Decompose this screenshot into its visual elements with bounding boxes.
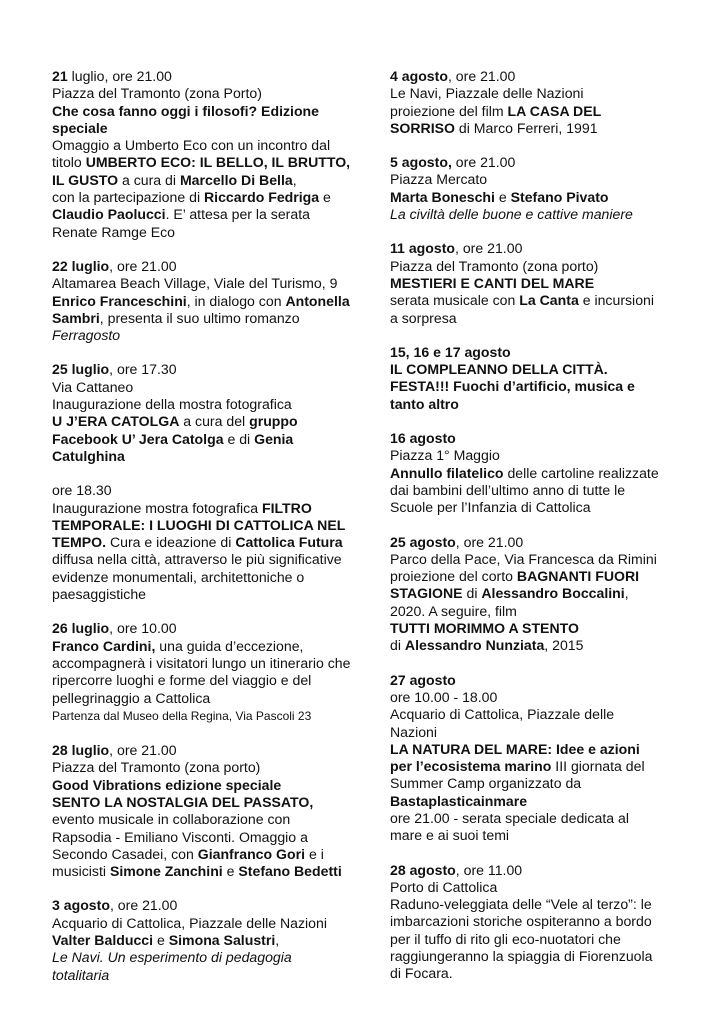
text-segment: e i [305,845,324,862]
text-segment: proiezione del corto [390,568,517,585]
text-segment: una guida d’eccezione, [155,637,304,654]
italic-text: La civiltà delle buone e cattive maniere [390,206,633,223]
text-segment: con la partecipazione di [52,189,204,206]
event-line [390,603,680,620]
bold-text: 27 agosto [390,671,456,688]
text-segment: dai bambini dell’ultimo anno di tutte le [390,481,626,498]
event-line [52,413,370,430]
text-segment: e di [223,430,255,447]
bold-text: Valter Balducci [52,932,154,949]
bold-text: Facebook U’ Jera Catolga [52,430,224,447]
bold-text: La Canta [519,292,579,309]
event-line [390,827,680,844]
bold-text: 28 luglio [52,742,110,759]
event-line [390,482,680,499]
event-line [52,361,370,378]
event-line [52,310,370,327]
event-entry [52,897,370,983]
bold-text: U J’ERA CATOLGA [52,413,180,430]
text-segment: paesaggistiche [52,586,147,603]
event-line [52,846,370,863]
event-line [390,378,680,395]
text-segment: III giornata del [551,758,645,775]
text-segment: ore 21.00 [451,154,516,171]
event-entry [52,482,370,603]
event-line [390,637,680,654]
bold-text: TEMPORALE: I LUOGHI DI CATTOLICA NEL [52,516,346,533]
text-segment: luglio, ore 21.00 [67,68,172,84]
event-line [390,793,680,810]
text-segment: . E’ attesa per la serata [165,206,310,223]
text-segment: di [390,637,405,654]
bold-text: Simone Zanchini [109,863,223,880]
event-line [390,447,680,464]
text-segment: , ore 11.00 [455,861,523,878]
bold-text: TUTTI MORIMMO A STENTO [390,620,579,637]
event-line [390,965,680,982]
event-line [390,310,680,327]
event-line [390,810,680,827]
event-line [52,120,370,137]
text-segment: di [462,585,482,602]
bold-text: FILTRO [261,499,312,516]
event-line [390,879,680,896]
event-entry [52,620,370,725]
bold-text: Cattolica Futura [235,534,343,551]
text-segment: , ore 21.00 [455,240,523,257]
event-line [52,224,370,241]
event-line [390,68,680,85]
bold-text: LA NATURA DEL MARE: Idee e azioni [390,740,640,757]
text-segment: 2020. A seguire, film [390,602,517,619]
bold-text: Genia [254,430,294,447]
text-segment: titolo [52,154,86,171]
event-entry [390,430,680,516]
text-segment: e [319,189,331,206]
event-line [52,586,370,603]
text-segment: Via Cattaneo [52,378,134,395]
text-segment: mare e ai suoi temi [390,827,510,844]
left-column [52,68,370,1001]
text-segment: di Focara. [390,965,453,982]
bold-text: speciale [52,119,108,136]
text-segment: Omaggio a Umberto Eco con un incontro dal [52,137,331,154]
event-line [52,172,370,189]
text-segment: , [292,171,297,188]
event-line [52,569,370,586]
text-segment: delle cartoline realizzate [503,464,659,481]
bold-text: Gianfranco Gori [197,845,306,862]
event-line [390,206,680,223]
event-line [390,499,680,516]
text-segment: , ore 21.00 [455,533,524,550]
event-line [52,794,370,811]
event-entry [390,862,680,983]
text-segment: , ore 21.00 [109,742,177,759]
text-segment: a cura di [118,171,180,188]
bold-text: STAGIONE [390,585,463,602]
event-line [52,690,370,707]
event-entry [390,68,680,137]
text-segment: ore 10.00 - 18.00 [390,688,498,705]
bold-text: UMBERTO ECO: IL BELLO, IL BRUTTO, [85,154,351,171]
text-segment: , 2015 [544,637,584,654]
event-line [52,638,370,655]
text-segment: ripercorre luoghi e forme del viaggio e del [52,672,312,689]
text-segment: , in dialogo con [186,292,286,309]
event-entry [390,534,680,655]
event-line [52,189,370,206]
event-line [52,85,370,102]
text-segment: , ore 17.30 [109,361,177,378]
event-line [390,361,680,378]
text-segment: Raduno-veleggiata delle “Vele al terzo”: le [390,896,652,913]
text-segment: proiezione del film [390,102,508,119]
text-segment: Acquario di Cattolica, Piazzale delle [390,706,615,723]
italic-text: Ferragosto [52,327,121,344]
event-line [52,431,370,448]
event-line [52,500,370,517]
event-line [390,292,680,309]
event-line [52,551,370,568]
bold-text: Stefano Bedetti [238,863,342,880]
text-segment: Porto di Cattolica [390,878,498,895]
bold-text: Marta Boneschi [390,188,495,205]
event-entry [390,240,680,326]
event-line [390,568,680,585]
event-line [52,672,370,689]
text-segment: e [153,932,169,949]
text-segment: Piazza Mercato [390,171,488,188]
event-line [52,293,370,310]
text-segment: musicisti [52,863,110,880]
text-segment: pellegrinaggio a Cattolica [52,689,211,706]
italic-text: totalitaria [52,966,110,983]
text-segment: Summer Camp organizzato da [390,775,582,792]
event-entry [52,258,370,344]
bold-text: Sambri [52,309,100,326]
event-line [390,896,680,913]
bold-text: MESTIERI E CANTI DEL MARE [390,274,595,291]
event-line [52,620,370,637]
bold-text: IL COMPLEANNO DELLA CITTÀ. [390,361,608,378]
bold-text: TEMPO. [52,534,107,551]
text-segment: e [222,863,239,880]
event-line [390,672,680,689]
event-line [52,275,370,292]
text-segment: Inaugurazione della mostra fotografica [52,396,292,413]
event-line [390,171,680,188]
event-line [52,448,370,465]
bold-text: Stefano Pivato [510,188,609,205]
event-line [390,758,680,775]
event-line [390,741,680,758]
bold-text: Alessandro Nunziata [404,637,545,654]
text-segment: a cura del [179,413,250,430]
event-line [390,154,680,171]
event-entry [390,344,680,413]
text-segment: , [275,932,280,949]
bold-text: Enrico Franceschini [52,292,187,309]
event-line [52,707,370,725]
event-entry [390,154,680,223]
text-segment: ore 18.30 [52,482,112,499]
event-line [390,585,680,602]
italic-text: Le Navi. Un esperimento di pedagogia [52,949,292,966]
bold-text: Catulghina [52,447,125,464]
event-line [52,258,370,275]
event-line [52,379,370,396]
bold-text: 3 agosto [52,897,110,914]
text-segment: , [624,585,629,602]
bold-text: IL GUSTO [52,171,119,188]
text-segment: , ore 21.00 [109,257,177,274]
text-segment: Secondo Casadei, con [52,845,198,862]
event-line [390,534,680,551]
bold-text: FESTA!!! Fuochi d’artificio, musica e [390,378,635,395]
event-line [52,759,370,776]
event-line [390,396,680,413]
event-line [52,206,370,223]
event-entry [52,68,370,241]
text-segment: Cura e ideazione di [106,534,236,551]
text-segment: Renate Ramge Eco [52,223,175,240]
event-line [390,689,680,706]
bold-text: Marcello Di Bella [179,171,293,188]
event-line [390,85,680,102]
event-line [52,396,370,413]
event-line [390,931,680,948]
event-line [52,482,370,499]
text-segment: a sorpresa [390,309,457,326]
bold-text: 26 luglio [52,620,110,637]
event-line [52,103,370,120]
text-segment: diffusa nella città, attraverso le più significative [52,551,342,568]
bold-text: Riccardo Fedriga [204,189,320,206]
bold-text: SENTO LA NOSTALGIA DEL PASSATO, [52,793,314,810]
event-line [390,724,680,741]
event-line [390,706,680,723]
event-line [52,932,370,949]
text-segment: Acquario di Cattolica, Piazzale delle Nazioni [52,914,327,931]
text-segment: ore 21.00 - serata speciale dedicata al [390,809,629,826]
text-segment: Inaugurazione mostra fotografica [52,499,262,516]
text-segment: imbarcazioni storiche ospiteranno a bordo [390,913,652,930]
event-line [52,915,370,932]
text-segment: , presenta il suo ultimo romanzo [99,309,300,326]
event-line [52,534,370,551]
event-entry [390,672,680,845]
text-segment: Piazza del Tramonto (zona Porto) [52,85,262,102]
bold-text: BAGNANTI FUORI [516,568,640,585]
bold-text: 5 agosto, [390,154,452,171]
text-segment: Parco della Pace, Via Francesca da Rimini [390,550,657,567]
event-line [52,777,370,794]
text-segment: , ore 21.00 [109,897,178,914]
event-line [390,465,680,482]
bold-text: 15, 16 e 17 agosto [390,343,511,360]
bold-text: gruppo [249,413,298,430]
event-line [52,897,370,914]
bold-text: Annullo filatelico [390,464,504,481]
event-line [52,154,370,171]
event-line [52,137,370,154]
text-segment: Piazza del Tramonto (zona porto) [390,257,599,274]
event-line [52,517,370,534]
bold-text: LA CASA DEL [507,102,602,119]
bold-text: 22 luglio [52,257,110,274]
event-line [52,327,370,344]
bold-text: Simona Salustri [168,932,276,949]
bold-text: Alessandro Boccalini [481,585,625,602]
event-line [390,344,680,361]
event-line [52,742,370,759]
event-line [390,430,680,447]
event-line [52,949,370,966]
event-line [390,913,680,930]
text-segment: e [494,188,511,205]
text-segment: Altamarea Beach Village, Viale del Turismo, 9 [52,275,338,292]
bold-text: 21 [52,68,68,84]
text-segment: , ore 10.00 [109,620,177,637]
event-line [52,68,370,85]
bold-text: Antonella [285,292,350,309]
event-line [390,103,680,120]
bold-text: per l’ecosistema marino [390,758,552,775]
bold-text: SORRISO [390,119,455,136]
text-segment: Scuole per l’Infanzia di Cattolica [390,499,591,516]
event-line [390,120,680,137]
event-line [390,551,680,568]
text-segment: , ore 21.00 [447,68,516,84]
bold-text: 28 agosto [390,861,456,878]
event-line [390,240,680,257]
text-segment: Piazza 1° Maggio [390,447,500,464]
event-line [52,863,370,880]
event-line [390,775,680,792]
event-line [390,258,680,275]
bold-text: Che cosa fanno oggi i filosofi? Edizione [52,102,320,119]
text-segment: raggiungeranno la spiaggia di Fiorenzuola [390,948,653,965]
event-line [390,948,680,965]
event-line [390,189,680,206]
bold-text: 25 agosto [390,533,456,550]
bold-text: Franco Cardini, [52,637,156,654]
text-segment: serata musicale con [390,292,520,309]
bold-text: tanto altro [390,395,459,412]
bold-text: Claudio Paolucci [52,206,166,223]
text-segment: evidenze monumentali, architettoniche o [52,568,305,585]
event-line [52,829,370,846]
event-line [390,620,680,637]
text-segment: Partenza dal Museo della Regina, Via Pascoli 23 [52,708,312,723]
event-line [52,655,370,672]
text-segment: Piazza del Tramonto (zona porto) [52,759,261,776]
text-segment: Le Navi, Piazzale delle Nazioni [390,85,584,102]
text-segment: Rapsodia - Emiliano Visconti. Omaggio a [52,828,308,845]
bold-text: 4 agosto [390,68,448,84]
bold-text: 11 agosto [390,240,456,257]
text-segment: di Marco Ferreri, 1991 [455,119,598,136]
event-line [390,275,680,292]
text-segment: per il tuffo di rito gli eco-nuotatori che [390,930,621,947]
text-segment: evento musicale in collaborazione con [52,811,291,828]
text-segment: e incursioni [578,292,655,309]
text-segment: Nazioni [390,723,438,740]
event-entry [52,742,370,880]
event-line [52,811,370,828]
bold-text: Good Vibrations edizione speciale [52,776,282,793]
bold-text: Bastaplasticainmare [390,792,528,809]
right-column [390,68,680,1000]
event-entry [52,361,370,465]
text-segment: accompagnerà i visitatori lungo un itinerario che [52,654,351,671]
bold-text: 25 luglio [52,361,110,378]
event-line [52,967,370,984]
bold-text: 16 agosto [390,430,456,447]
event-line [390,862,680,879]
